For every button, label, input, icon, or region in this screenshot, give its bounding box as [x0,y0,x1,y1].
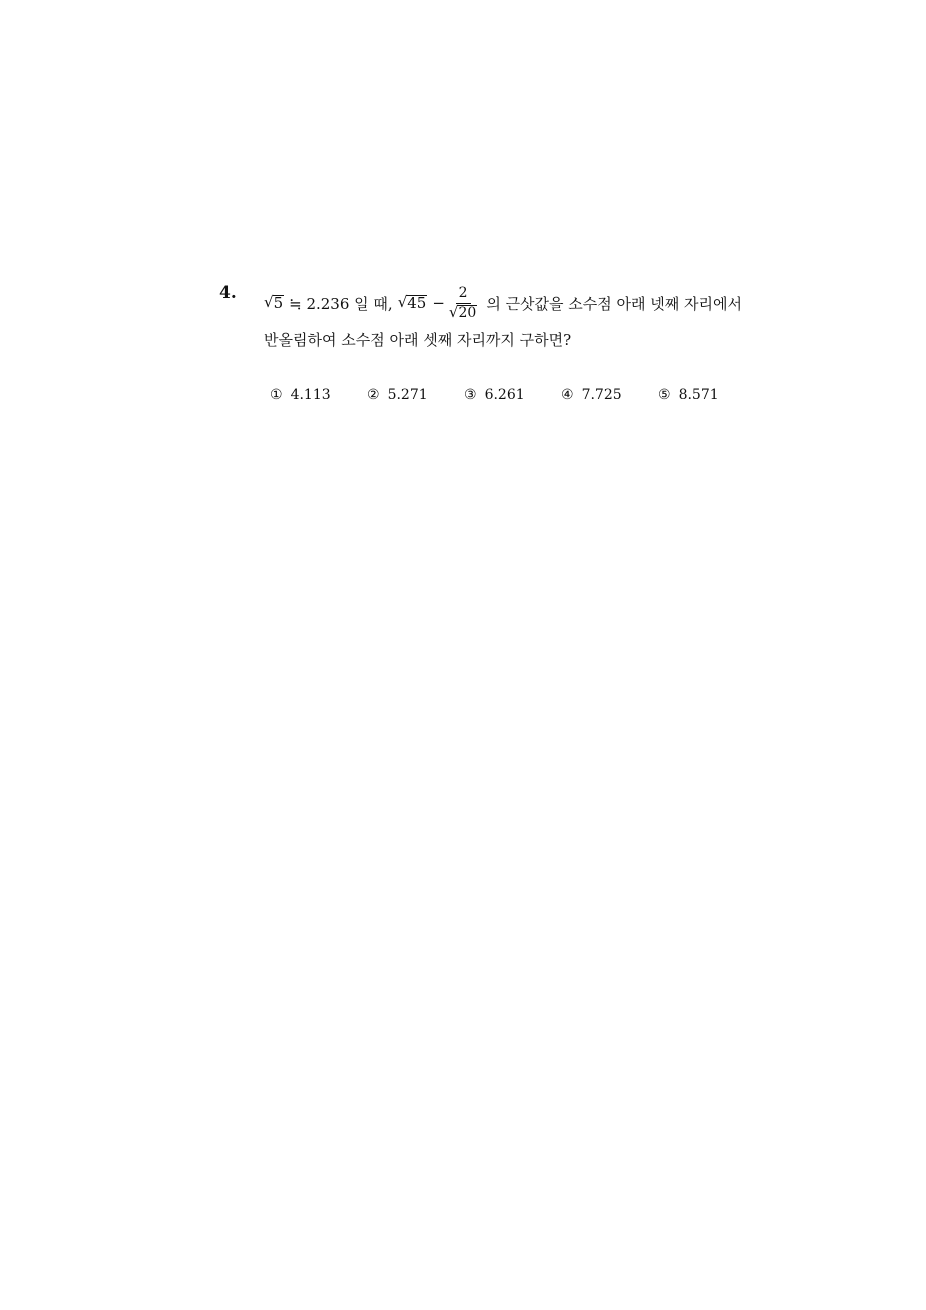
choice-value: 5.271 [387,387,428,403]
sqrt-5 [264,292,284,312]
choice-value: 7.725 [581,387,622,403]
choice-1[interactable] [270,387,331,403]
question-line-1-tail: 의 근삿값을 소수점 아래 넷째 자리에서 [486,294,742,313]
fraction-denominator [449,304,477,322]
fraction [449,285,477,322]
sqrt-20 [448,302,477,321]
choice-marker: ② [367,387,380,403]
radical-sign-icon: √ [397,292,408,311]
choice-marker: ① [270,387,283,403]
choice-2[interactable] [367,387,428,403]
radical-sign-icon: √ [264,292,274,311]
choice-value: 4.113 [290,387,331,403]
question-line-2: 반올림하여 소수점 아래 셋째 자리까지 구하면? [264,331,572,349]
choice-marker: ④ [561,387,574,403]
choice-value: 8.571 [678,387,719,403]
choice-marker: ③ [464,387,477,403]
sqrt-45 [397,292,428,312]
fraction-numerator: 2 [456,285,471,304]
choice-3[interactable] [464,387,525,403]
radicand-20: 20 [458,304,477,321]
choice-5[interactable] [658,387,719,403]
radical-sign-icon: √ [448,302,459,321]
approx-text: ≒ 2.236 일 때, [289,294,393,313]
radicand-5: 5 [273,293,284,312]
choice-value: 6.261 [484,387,525,403]
minus-sign: − [432,294,445,312]
question-line-1 [264,281,742,325]
question-number: 4. [219,283,237,303]
choice-4[interactable] [561,387,622,403]
choice-marker: ⑤ [658,387,671,403]
radicand-45: 45 [407,293,427,312]
